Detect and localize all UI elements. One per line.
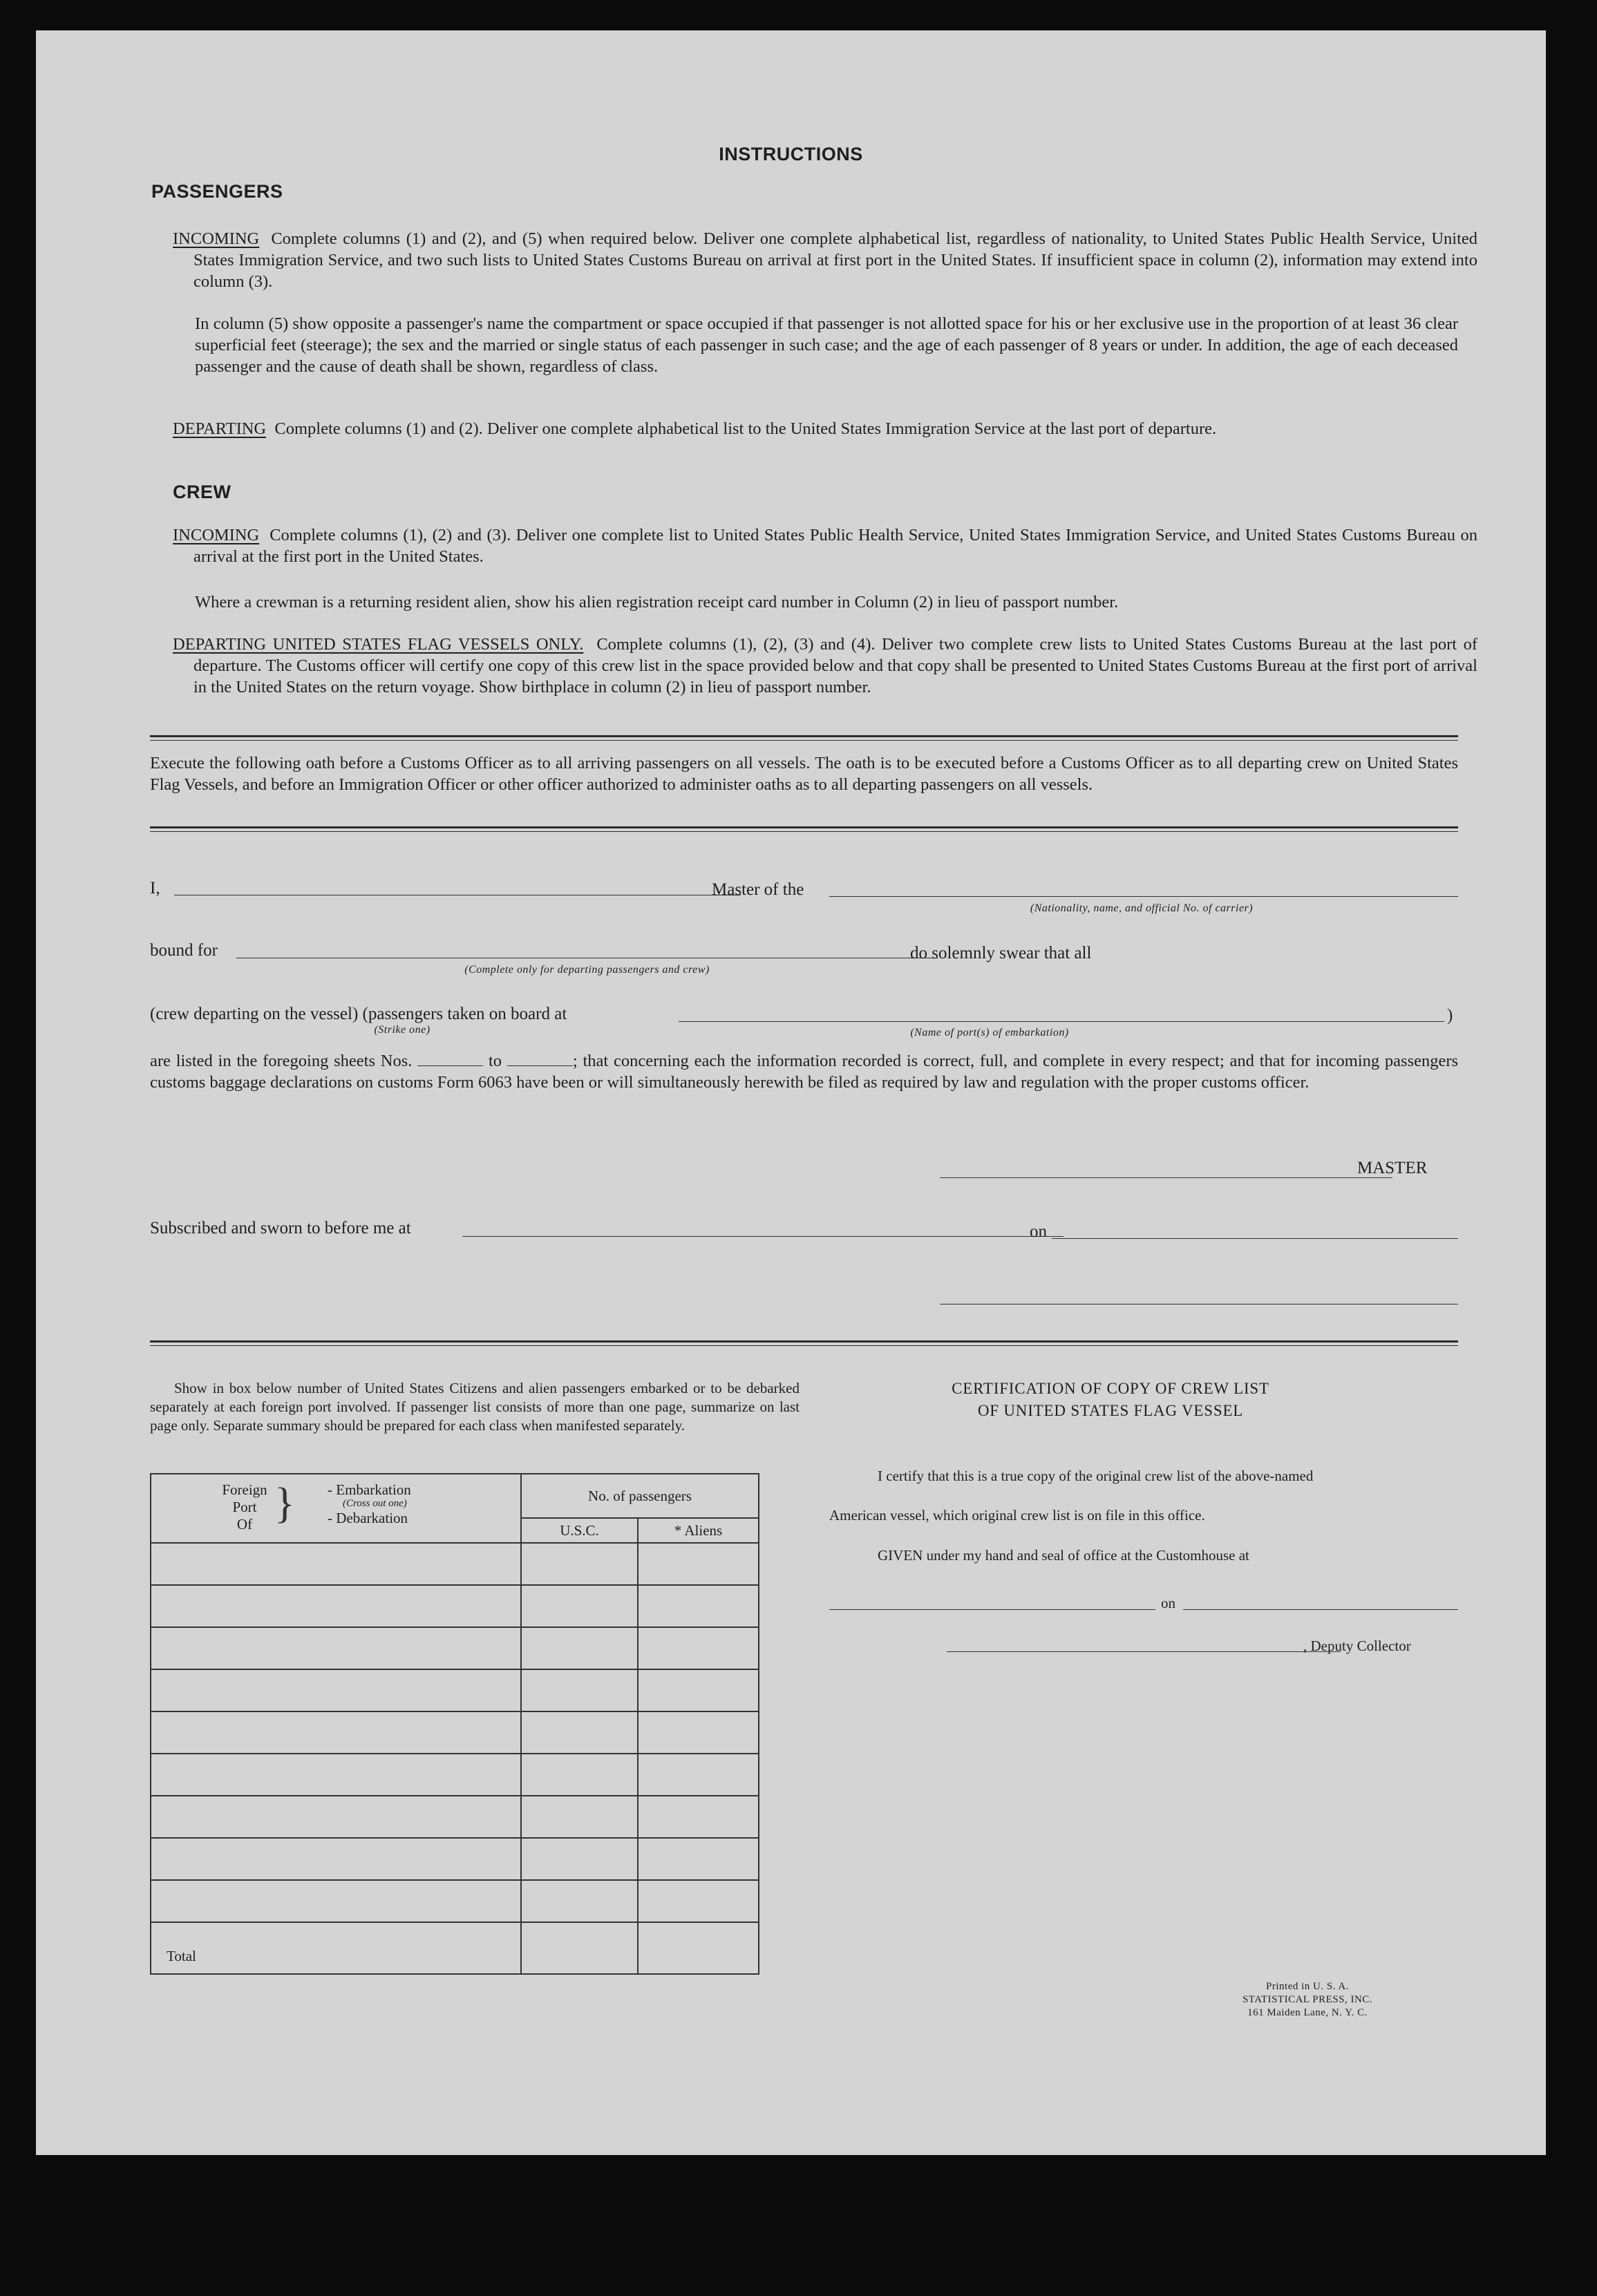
deputy-label: , Deputy Collector (1303, 1638, 1411, 1654)
form-sheet (36, 30, 1546, 2155)
carrier-field[interactable] (829, 896, 1458, 897)
no-passengers-header: No. of passengers (521, 1474, 759, 1518)
crew-incoming-paragraph (173, 524, 1477, 567)
total-label: Total (151, 1922, 521, 1974)
embarkation-option[interactable]: - Embarkation (328, 1481, 411, 1498)
oath-i-label: I, (150, 879, 160, 898)
port-label: Port (232, 1499, 257, 1515)
bound-caption: (Complete only for departing passengers and crew) (464, 964, 710, 976)
customhouse-field[interactable] (829, 1609, 1155, 1610)
given-text: GIVEN under my hand and seal of office at the Customhouse at (878, 1547, 1249, 1564)
master-label: MASTER (1357, 1159, 1428, 1177)
aliens-header: * Aliens (638, 1518, 759, 1543)
table-row[interactable] (151, 1838, 759, 1880)
passengers-incoming-paragraph (173, 228, 1477, 292)
listed-to: to (489, 1052, 502, 1070)
master-of-label: Master of the (712, 880, 804, 899)
table-row[interactable] (151, 1627, 759, 1669)
passengers-heading: PASSENGERS (151, 181, 283, 202)
certification-title-line2: OF UNITED STATES FLAG VESSEL (977, 1402, 1244, 1419)
passengers-column5-paragraph: In column (5) show opposite a passenger's name the compartment or space occupied if that passenger is not allotted space for his or her exclusive use in the proportion of at least 36 clear superficial feet (steerage); the sex and the married or single status of each passenger in such case; and the age of each passenger of 8 years or under. In addition, the age of each deceased passenger and the cause of death shall be shown, regardless of class. (195, 314, 1458, 376)
crew-incoming-text: Complete columns (1), (2) and (3). Deliver one complete list to United States Public Health Service, United States Immigration Service, and United States Customs Bureau on arrival at the first port in the United States. (193, 526, 1478, 566)
passengers-incoming-text: Complete columns (1) and (2), and (5) when required below. Deliver one complete alphabetical list, regardless of nationality, to United States Public Health Service, United States Immigration Service, and two such lists to United States Customs Bureau on arrival at first port in the United States. If insufficient space in column (2), information may extend into column (3). (193, 229, 1478, 291)
crew-heading: CREW (173, 482, 231, 502)
close-paren: ) (1447, 1006, 1453, 1025)
listed-paragraph (150, 1050, 1458, 1093)
certification-title-line1: CERTIFICATION OF COPY OF CREW LIST (952, 1380, 1269, 1397)
printer-line3: 161 Maiden Lane, N. Y. C. (1247, 2007, 1368, 2018)
page-title: INSTRUCTIONS (719, 144, 863, 164)
master-signature-field[interactable] (940, 1177, 1392, 1178)
passengers-taken-text: (passengers taken on board at (362, 1005, 567, 1023)
certify-line1: I certify that this is a true copy of the original crew list of the above-named (878, 1468, 1314, 1484)
passengers-incoming-label: INCOMING (173, 229, 260, 248)
printer-line2: STATISTICAL PRESS, INC. (1242, 1994, 1373, 2005)
printer-imprint (1211, 1980, 1404, 2020)
summary-header-row (151, 1474, 759, 1518)
crew-departing-paragraph (173, 634, 1477, 698)
foreign-label: Foreign (222, 1481, 267, 1498)
passengers-departing-label: DEPARTING (173, 419, 267, 438)
printer-line1: Printed in U. S. A. (1266, 1981, 1349, 1992)
crew-incoming-label: INCOMING (173, 526, 260, 544)
table-row[interactable] (151, 1669, 759, 1711)
crew-resident-paragraph: Where a crewman is a returning resident alien, show his alien registration receipt card number in Column (2) in lieu of passport number. (195, 593, 1119, 611)
embarkation-port-field[interactable] (679, 1021, 1444, 1022)
deputy-signature-field[interactable] (947, 1651, 1341, 1652)
subscribed-label: Subscribed and sworn to before me at (150, 1219, 411, 1237)
table-row[interactable] (151, 1711, 759, 1754)
divider (150, 1340, 1458, 1346)
summary-instruction: Show in box below number of United States Citizens and alien passengers embarked or to be debarked separately at each foreign port involved. If passenger list consists of more than one page, summarize on last page only. Separate summary should be prepared for each class when manifested separately. (150, 1380, 800, 1434)
certify-line2: American vessel, which original crew list is on file in this office. (829, 1507, 1205, 1524)
crew-departing-label: DEPARTING UNITED STATES FLAG VESSELS ONLY. (173, 635, 584, 654)
certification-title (841, 1378, 1380, 1422)
cert-on-label: on (1161, 1595, 1175, 1611)
sworn-place-field[interactable] (462, 1236, 1064, 1237)
strike-caption: (Strike one) (374, 1024, 431, 1036)
table-row[interactable] (151, 1754, 759, 1796)
usc-header: U.S.C. (521, 1518, 638, 1543)
crew-departing-text: (crew departing on the vessel) (150, 1005, 359, 1023)
brace-icon: } (274, 1480, 295, 1527)
sheet-from-field[interactable] (417, 1065, 483, 1066)
passengers-departing-paragraph (173, 418, 1477, 439)
sworn-date-field[interactable] (1052, 1238, 1458, 1239)
crew-departing-option[interactable] (150, 1005, 567, 1024)
summary-table (150, 1473, 759, 1975)
swear-text: do solemnly swear that all (910, 944, 1092, 962)
passengers-departing-text: Complete columns (1) and (2). Deliver one complete alphabetical list to the United States Immigration Service at the last port of departure. (274, 419, 1217, 438)
carrier-caption: (Nationality, name, and official No. of carrier) (1030, 902, 1254, 914)
crew-departing-text: Complete columns (1), (2), (3) and (4). Deliver two complete crew lists to United States Customs Bureau at the last port of departure. The Customs officer will certify one copy of this crew list in the space provided below and that copy shall be presented to United States Customs Bureau at the first port of arrival in the United States on the return voyage. Show birthplace in column (2) in lieu of passport number. (193, 635, 1477, 696)
bound-for-label: bound for (150, 941, 218, 960)
total-row[interactable] (151, 1922, 759, 1974)
aliens-label: Aliens (684, 1521, 723, 1539)
sworn-on-label: on (1030, 1222, 1047, 1241)
table-row[interactable] (151, 1585, 759, 1627)
port-caption: (Name of port(s) of embarkation) (910, 1027, 1069, 1038)
listed-pre: are listed in the foregoing sheets Nos. (150, 1052, 413, 1070)
debarkation-option[interactable]: - Debarkation (328, 1510, 408, 1526)
oath-instruction: Execute the following oath before a Customs Officer as to all arriving passengers on all vessels. The oath is to be executed before a Customs Officer as to all departing crew on United States Flag Vessels, and before an Immigration Officer or other officer authorized to administer oaths as to all departing passengers on all vessels. (150, 754, 1458, 794)
divider (150, 735, 1458, 741)
cert-date-field[interactable] (1183, 1609, 1458, 1610)
sheet-to-field[interactable] (507, 1065, 573, 1066)
table-row[interactable] (151, 1543, 759, 1585)
table-row[interactable] (151, 1796, 759, 1838)
listed-text: ; that concerning each the information recorded is correct, full, and complete in every respect; and that for incoming passengers customs baggage declarations on customs Form 6063 have been or will simultaneously herewith be filed as required by law and regulation with the proper customs officer. (150, 1052, 1459, 1092)
table-row[interactable] (151, 1880, 759, 1922)
cross-out-caption: (Cross out one) (343, 1498, 407, 1509)
foreign-port-header (151, 1474, 521, 1543)
of-label: Of (236, 1516, 253, 1533)
divider (150, 826, 1458, 832)
